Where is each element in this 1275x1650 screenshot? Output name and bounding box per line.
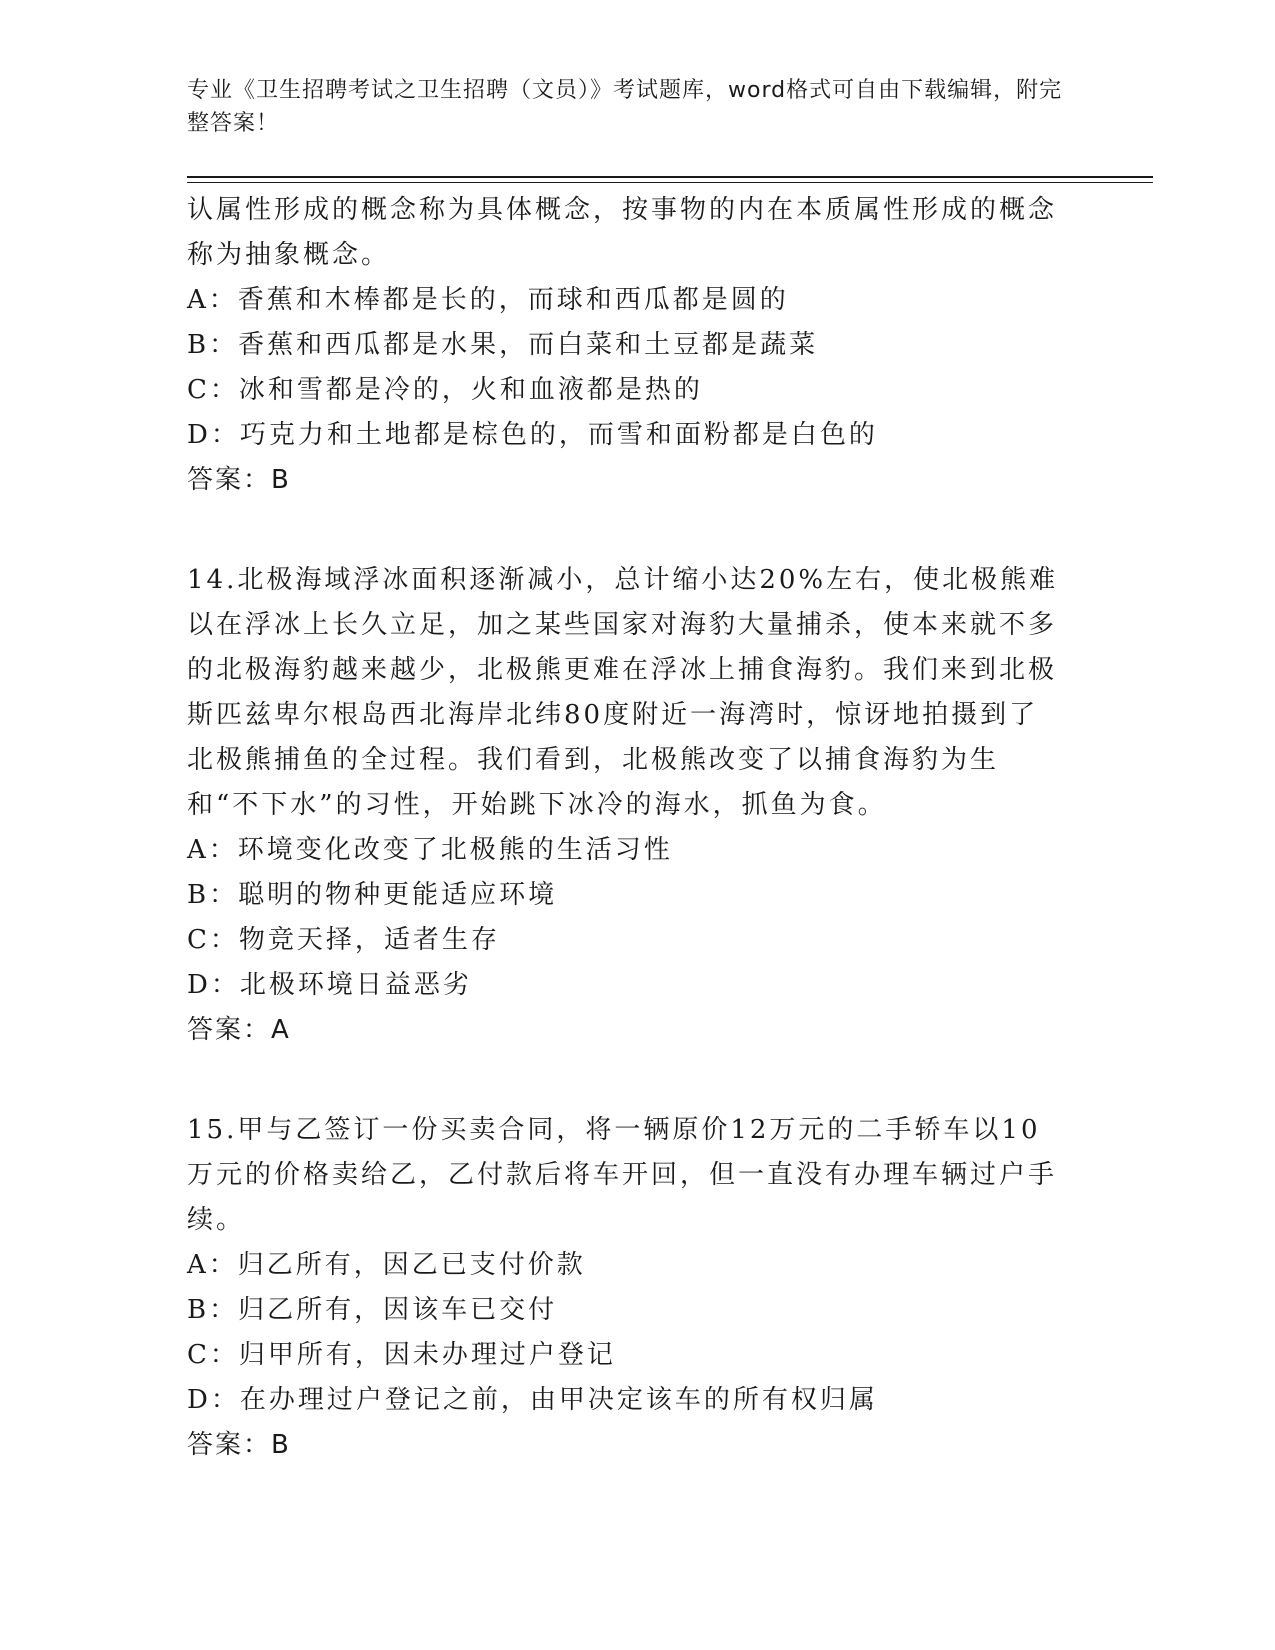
header-rule	[187, 176, 1153, 178]
option-c: C：物竞天择，适者生存	[187, 925, 500, 955]
option-b: B：聪明的物种更能适应环境	[187, 880, 558, 910]
answer-line: 答案：B	[187, 465, 291, 495]
option-a: A：归乙所有，因乙已支付价款	[187, 1250, 586, 1280]
option-d: D：巧克力和土地都是棕色的，而雪和面粉都是白色的	[187, 420, 878, 450]
page-header: 专业《卫生招聘考试之卫生招聘（文员）》考试题库，word格式可自由下载编辑，附完整答案！	[187, 78, 1063, 136]
option-d: D：在办理过户登记之前，由甲决定该车的所有权归属	[187, 1385, 878, 1415]
question-stem-line: 认属性形成的概念称为具体概念，按事物的内在本质属性形成的概念	[187, 195, 1058, 225]
question-14	[187, 558, 1067, 1053]
answer-line: 答案：A	[187, 1015, 291, 1045]
option-b: B：香蕉和西瓜都是水果，而白菜和土豆都是蔬菜	[187, 330, 819, 360]
option-b: B：归乙所有，因该车已交付	[187, 1295, 558, 1325]
question-15	[187, 1108, 1067, 1468]
option-c: C：归甲所有，因未办理过户登记	[187, 1340, 616, 1370]
option-a: A：香蕉和木棒都是长的，而球和西瓜都是圆的	[187, 285, 789, 315]
question-content	[187, 188, 1067, 1468]
option-c: C：冰和雪都是冷的，火和血液都是热的	[187, 375, 703, 405]
question-13	[187, 188, 1067, 503]
option-a: A：环境变化改变了北极熊的生活习性	[187, 835, 673, 865]
question-stem: 14.北极海域浮冰面积逐渐减小，总计缩小达20%左右，使北极熊难以在浮冰上长久立足，加之某些国家对海豹大量捕杀，使本来就不多的北极海豹越来越少，北极熊更难在浮冰上捕食海豹。我们来到北极斯匹兹卑尔根岛西北海岸北纬80度附近一海湾时，惊讶地拍摄到了北极熊捕鱼的全过程。我们看到，北极熊改变了以捕食海豹为生和“不下水”的习性，开始跳下冰冷的海水，抓鱼为食。	[187, 565, 1059, 820]
answer-line: 答案：B	[187, 1430, 291, 1460]
option-d: D：北极环境日益恶劣	[187, 970, 472, 1000]
question-stem: 15.甲与乙签订一份买卖合同，将一辆原价12万元的二手轿车以10万元的价格卖给乙，乙付款后将车开回，但一直没有办理车辆过户手续。	[187, 1115, 1058, 1235]
question-stem-line: 称为抽象概念。	[187, 240, 391, 270]
header-rule-thin	[187, 182, 1153, 183]
